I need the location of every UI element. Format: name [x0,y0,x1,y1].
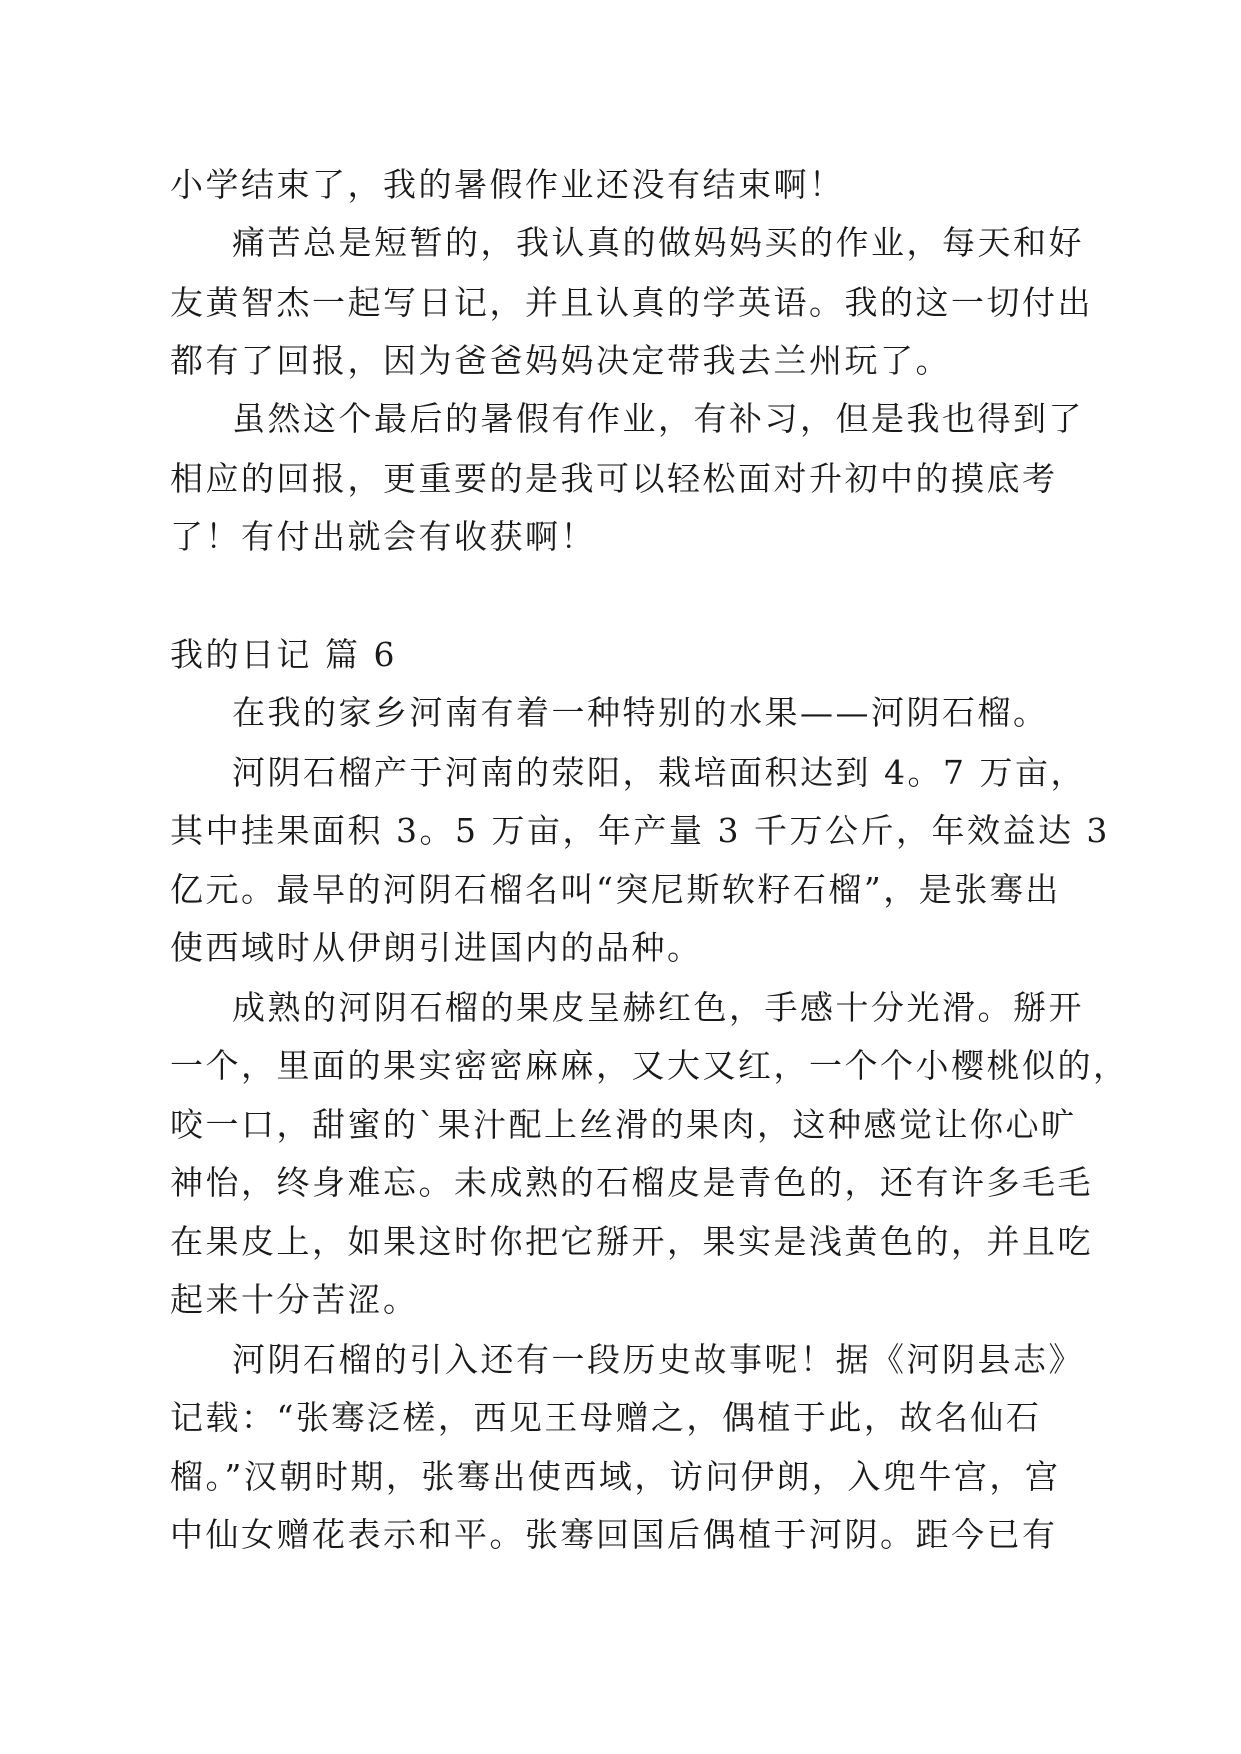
text-line: 其中挂果面积 3。5 万亩，年产量 3 千万公斤，年效益达 3 [170,811,1110,850]
text-line: 神怡，终身难忘。未成熟的石榴皮是青色的，还有许多毛毛 [170,1163,1093,1202]
text-line: 了！有付出就会有收获啊！ [170,517,596,556]
text-line: 痛苦总是短暂的，我认真的做妈妈买的作业，每天和好 [232,223,1084,262]
section-heading: 我的日记 篇 6 [170,635,397,674]
text-line: 友黄智杰一起写日记，并且认真的学英语。我的这一切付出 [170,283,1093,322]
text-line: 亿元。最早的河阴石榴名叫“突尼斯软籽石榴”，是张骞出 [170,870,1061,909]
text-line: 在果皮上，如果这时你把它掰开，果实是浅黄色的，并且吃 [170,1222,1093,1261]
text-line: 河阴石榴产于河南的荥阳，栽培面积达到 4。7 万亩， [232,753,1086,792]
text-line: 咬一口，甜蜜的`果汁配上丝滑的果肉，这种感觉让你心旷 [170,1105,1077,1144]
text-line: 一个，里面的果实密密麻麻，又大又红，一个个小樱桃似的， [170,1046,1129,1085]
text-line: 相应的回报，更重要的是我可以轻松面对升初中的摸底考 [170,459,1058,498]
text-line: 河阴石榴的引入还有一段历史故事呢！据《河阴县志》 [232,1340,1084,1379]
text-line: 使西域时从伊朗引进国内的品种。 [170,928,703,967]
text-line: 记载：“张骞泛槎，西见王母赠之，偶植于此，故名仙石 [170,1398,1042,1437]
text-line: 起来十分苦涩。 [170,1280,419,1319]
text-line: 小学结束了，我的暑假作业还没有结束啊！ [170,165,845,204]
text-line: 在我的家乡河南有着一种特别的水果——河阴石榴。 [232,693,1049,732]
text-line: 中仙女赠花表示和平。张骞回国后偶植于河阴。距今已有 [170,1515,1058,1554]
text-line: 榴。”汉朝时期，张骞出使西域，访问伊朗，入兜牛宫，宫 [170,1457,1061,1496]
text-line: 都有了回报，因为爸爸妈妈决定带我去兰州玩了。 [170,341,951,380]
text-line: 成熟的河阴石榴的果皮呈赫红色，手感十分光滑。掰开 [232,988,1084,1027]
text-line: 虽然这个最后的暑假有作业，有补习，但是我也得到了 [232,399,1084,438]
